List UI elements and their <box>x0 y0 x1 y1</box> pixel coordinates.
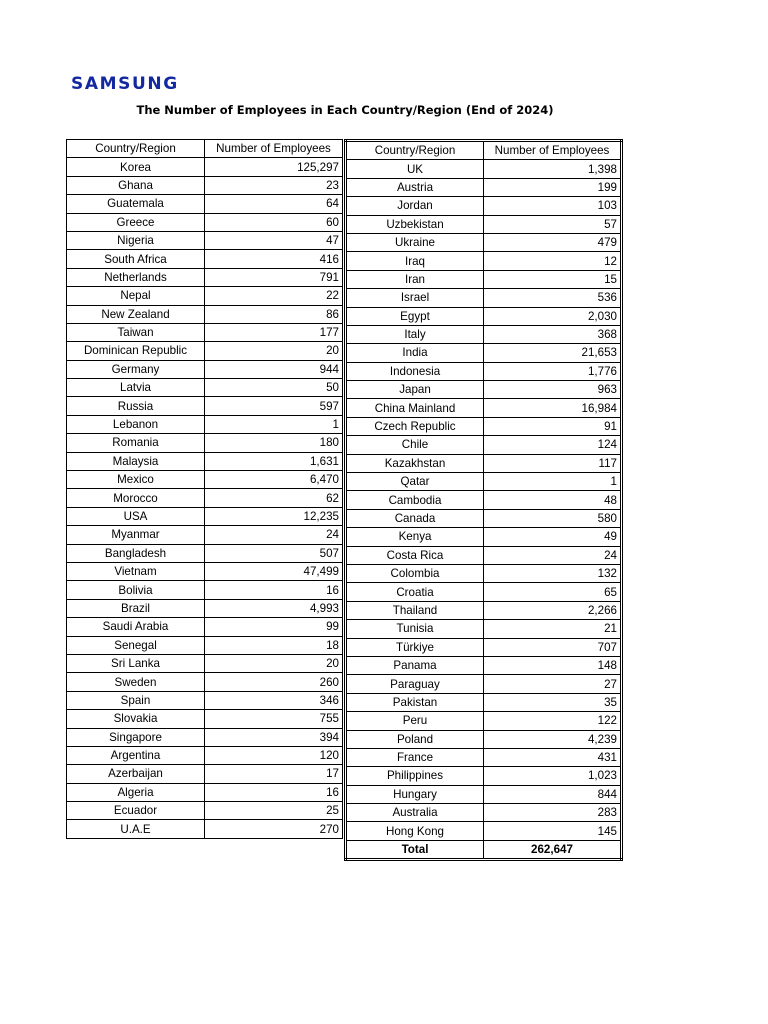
country-cell: Ghana <box>67 176 205 194</box>
employees-cell: 50 <box>205 379 343 397</box>
table-row <box>346 638 622 656</box>
country-cell: Croatia <box>346 583 484 601</box>
employees-cell: 416 <box>205 250 343 268</box>
country-cell: Colombia <box>346 564 484 582</box>
employees-cell: 16,984 <box>484 399 622 417</box>
country-cell: Jordan <box>346 197 484 215</box>
table-row <box>346 546 622 564</box>
country-cell: Philippines <box>346 767 484 785</box>
country-cell: Myanmar <box>67 526 205 544</box>
employees-cell: 1,398 <box>484 160 622 178</box>
employees-cell: 120 <box>205 746 343 764</box>
employees-cell: 99 <box>205 618 343 636</box>
employees-cell: 270 <box>205 820 343 838</box>
table-row <box>346 822 622 840</box>
employees-cell: 57 <box>484 215 622 233</box>
table-row <box>346 233 622 251</box>
employees-cell: 91 <box>484 417 622 435</box>
country-cell: Panama <box>346 656 484 674</box>
table-row <box>67 158 343 176</box>
employees-cell: 180 <box>205 434 343 452</box>
employees-cell: 132 <box>484 564 622 582</box>
country-cell: Latvia <box>67 379 205 397</box>
country-cell: Senegal <box>67 636 205 654</box>
country-column-header: Country/Region <box>346 141 484 160</box>
table-row <box>346 675 622 693</box>
country-cell: Mexico <box>67 471 205 489</box>
table-row <box>67 654 343 672</box>
country-cell: Tunisia <box>346 620 484 638</box>
employees-table-right <box>344 139 623 861</box>
table-row <box>67 250 343 268</box>
employees-cell: 791 <box>205 268 343 286</box>
employees-cell: 1,776 <box>484 362 622 380</box>
table-row <box>346 693 622 711</box>
country-cell: Poland <box>346 730 484 748</box>
country-cell: Paraguay <box>346 675 484 693</box>
page-title: The Number of Employees in Each Country/Region (End of 2024) <box>136 103 554 117</box>
country-cell: Greece <box>67 213 205 231</box>
table-row <box>346 197 622 215</box>
employees-cell: 431 <box>484 748 622 766</box>
country-cell: Guatemala <box>67 195 205 213</box>
table-row <box>67 452 343 470</box>
table-row <box>346 436 622 454</box>
table-row <box>346 804 622 822</box>
employees-cell: 4,993 <box>205 599 343 617</box>
total-row <box>346 840 622 859</box>
employees-cell: 20 <box>205 654 343 672</box>
employees-cell: 707 <box>484 638 622 656</box>
employees-cell: 17 <box>205 765 343 783</box>
table-row <box>346 325 622 343</box>
employees-cell: 507 <box>205 544 343 562</box>
country-cell: Ecuador <box>67 802 205 820</box>
country-cell: China Mainland <box>346 399 484 417</box>
country-cell: Malaysia <box>67 452 205 470</box>
employees-cell: 368 <box>484 325 622 343</box>
employees-cell: 21 <box>484 620 622 638</box>
employees-cell: 124 <box>484 436 622 454</box>
table-row <box>67 783 343 801</box>
country-cell: Iraq <box>346 252 484 270</box>
employees-cell: 1 <box>484 473 622 491</box>
country-cell: Nigeria <box>67 231 205 249</box>
employees-cell: 479 <box>484 233 622 251</box>
employees-cell: 346 <box>205 691 343 709</box>
employees-cell: 12,235 <box>205 507 343 525</box>
employees-cell: 25 <box>205 802 343 820</box>
country-cell: Italy <box>346 325 484 343</box>
country-cell: U.A.E <box>67 820 205 838</box>
country-cell: Hungary <box>346 785 484 803</box>
employees-cell: 16 <box>205 783 343 801</box>
employees-cell: 49 <box>484 528 622 546</box>
employees-cell: 47 <box>205 231 343 249</box>
table-row <box>67 360 343 378</box>
table-header-row <box>67 140 343 158</box>
employees-cell: 755 <box>205 710 343 728</box>
table-row <box>67 195 343 213</box>
employees-cell: 23 <box>205 176 343 194</box>
country-column-header: Country/Region <box>67 140 205 158</box>
employees-cell: 65 <box>484 583 622 601</box>
table-row <box>67 379 343 397</box>
table-row <box>67 434 343 452</box>
country-cell: Lebanon <box>67 415 205 433</box>
employees-cell: 21,653 <box>484 344 622 362</box>
table-row <box>67 342 343 360</box>
employees-cell: 22 <box>205 287 343 305</box>
employees-cell: 20 <box>205 342 343 360</box>
employees-cell: 24 <box>205 526 343 544</box>
country-cell: Nepal <box>67 287 205 305</box>
employees-cell: 199 <box>484 178 622 196</box>
country-cell: UK <box>346 160 484 178</box>
employees-cell: 963 <box>484 381 622 399</box>
table-row <box>67 213 343 231</box>
table-row <box>67 636 343 654</box>
country-cell: Singapore <box>67 728 205 746</box>
table-row <box>346 528 622 546</box>
employees-cell: 944 <box>205 360 343 378</box>
table-row <box>67 176 343 194</box>
country-cell: Peru <box>346 712 484 730</box>
employees-cell: 12 <box>484 252 622 270</box>
employees-cell: 35 <box>484 693 622 711</box>
table-row <box>346 362 622 380</box>
table-row <box>67 581 343 599</box>
country-cell: Kenya <box>346 528 484 546</box>
country-cell: Costa Rica <box>346 546 484 564</box>
table-row <box>67 691 343 709</box>
employees-cell: 15 <box>484 270 622 288</box>
employees-cell: 580 <box>484 509 622 527</box>
country-cell: New Zealand <box>67 305 205 323</box>
country-cell: Dominican Republic <box>67 342 205 360</box>
country-cell: Türkiye <box>346 638 484 656</box>
employees-cell: 60 <box>205 213 343 231</box>
table-row <box>67 415 343 433</box>
country-cell: Sri Lanka <box>67 654 205 672</box>
country-cell: Bolivia <box>67 581 205 599</box>
employees-cell: 2,030 <box>484 307 622 325</box>
table-row <box>67 489 343 507</box>
country-cell: Hong Kong <box>346 822 484 840</box>
country-cell: Austria <box>346 178 484 196</box>
country-cell: Ukraine <box>346 233 484 251</box>
table-row <box>67 471 343 489</box>
table-row <box>346 417 622 435</box>
table-row <box>67 599 343 617</box>
table-row <box>346 620 622 638</box>
employees-cell: 597 <box>205 397 343 415</box>
table-row <box>67 287 343 305</box>
employees-cell: 145 <box>484 822 622 840</box>
employees-cell: 27 <box>484 675 622 693</box>
total-value: 262,647 <box>484 840 622 859</box>
country-cell: Israel <box>346 289 484 307</box>
employees-cell: 18 <box>205 636 343 654</box>
country-cell: Iran <box>346 270 484 288</box>
table-row <box>346 381 622 399</box>
employees-cell: 117 <box>484 454 622 472</box>
employees-cell: 86 <box>205 305 343 323</box>
country-cell: Bangladesh <box>67 544 205 562</box>
table-row <box>67 765 343 783</box>
table-row <box>346 289 622 307</box>
table-row <box>346 564 622 582</box>
table-row <box>346 656 622 674</box>
table-row <box>67 673 343 691</box>
country-cell: Germany <box>67 360 205 378</box>
country-cell: Argentina <box>67 746 205 764</box>
country-cell: Sweden <box>67 673 205 691</box>
table-row <box>67 231 343 249</box>
table-row <box>346 730 622 748</box>
employees-cell: 122 <box>484 712 622 730</box>
table-row <box>346 344 622 362</box>
country-cell: Korea <box>67 158 205 176</box>
country-cell: France <box>346 748 484 766</box>
table-row <box>67 323 343 341</box>
country-cell: Canada <box>346 509 484 527</box>
table-header-row <box>346 141 622 160</box>
table-row <box>346 785 622 803</box>
country-cell: South Africa <box>67 250 205 268</box>
country-cell: Pakistan <box>346 693 484 711</box>
employees-cell: 148 <box>484 656 622 674</box>
employees-column-header: Number of Employees <box>205 140 343 158</box>
country-cell: Qatar <box>346 473 484 491</box>
employees-cell: 47,499 <box>205 562 343 580</box>
employees-column-header: Number of Employees <box>484 141 622 160</box>
employees-cell: 260 <box>205 673 343 691</box>
employees-cell: 62 <box>205 489 343 507</box>
table-row <box>346 215 622 233</box>
employees-cell: 177 <box>205 323 343 341</box>
employees-cell: 103 <box>484 197 622 215</box>
table-row <box>346 748 622 766</box>
country-cell: Cambodia <box>346 491 484 509</box>
table-row <box>346 583 622 601</box>
country-cell: Egypt <box>346 307 484 325</box>
country-cell: USA <box>67 507 205 525</box>
employees-cell: 125,297 <box>205 158 343 176</box>
employees-cell: 48 <box>484 491 622 509</box>
employees-cell: 64 <box>205 195 343 213</box>
country-cell: Spain <box>67 691 205 709</box>
table-row <box>346 270 622 288</box>
table-row <box>67 820 343 838</box>
table-row <box>67 710 343 728</box>
table-row <box>346 307 622 325</box>
country-cell: Netherlands <box>67 268 205 286</box>
table-row <box>67 526 343 544</box>
table-row <box>67 268 343 286</box>
country-cell: Vietnam <box>67 562 205 580</box>
table-row <box>67 397 343 415</box>
country-cell: Kazakhstan <box>346 454 484 472</box>
country-cell: Taiwan <box>67 323 205 341</box>
employees-cell: 16 <box>205 581 343 599</box>
country-cell: Thailand <box>346 601 484 619</box>
table-row <box>67 746 343 764</box>
table-row <box>346 454 622 472</box>
employees-cell: 1,631 <box>205 452 343 470</box>
table-row <box>346 767 622 785</box>
table-row <box>67 618 343 636</box>
table-row <box>67 544 343 562</box>
total-label: Total <box>346 840 484 859</box>
table-row <box>346 712 622 730</box>
employees-cell: 844 <box>484 785 622 803</box>
table-row <box>67 507 343 525</box>
table-row <box>346 601 622 619</box>
country-cell: Uzbekistan <box>346 215 484 233</box>
country-cell: Czech Republic <box>346 417 484 435</box>
employees-cell: 24 <box>484 546 622 564</box>
table-row <box>346 160 622 178</box>
country-cell: Brazil <box>67 599 205 617</box>
country-cell: Slovakia <box>67 710 205 728</box>
country-cell: Romania <box>67 434 205 452</box>
table-row <box>346 509 622 527</box>
table-row <box>346 252 622 270</box>
samsung-logo: SAMSUNG <box>71 74 179 94</box>
country-cell: Chile <box>346 436 484 454</box>
employees-table-left <box>66 139 343 839</box>
table-row <box>346 491 622 509</box>
table-row <box>346 399 622 417</box>
country-cell: Russia <box>67 397 205 415</box>
country-cell: Australia <box>346 804 484 822</box>
employees-cell: 2,266 <box>484 601 622 619</box>
employees-cell: 4,239 <box>484 730 622 748</box>
table-row <box>67 562 343 580</box>
country-cell: India <box>346 344 484 362</box>
country-cell: Indonesia <box>346 362 484 380</box>
table-row <box>67 728 343 746</box>
country-cell: Morocco <box>67 489 205 507</box>
employees-cell: 536 <box>484 289 622 307</box>
table-row <box>346 178 622 196</box>
table-row <box>67 305 343 323</box>
table-row <box>346 473 622 491</box>
country-cell: Japan <box>346 381 484 399</box>
table-row <box>67 802 343 820</box>
employees-cell: 6,470 <box>205 471 343 489</box>
country-cell: Saudi Arabia <box>67 618 205 636</box>
employees-cell: 1 <box>205 415 343 433</box>
country-cell: Algeria <box>67 783 205 801</box>
country-cell: Azerbaijan <box>67 765 205 783</box>
employees-cell: 394 <box>205 728 343 746</box>
employees-cell: 1,023 <box>484 767 622 785</box>
employees-cell: 283 <box>484 804 622 822</box>
